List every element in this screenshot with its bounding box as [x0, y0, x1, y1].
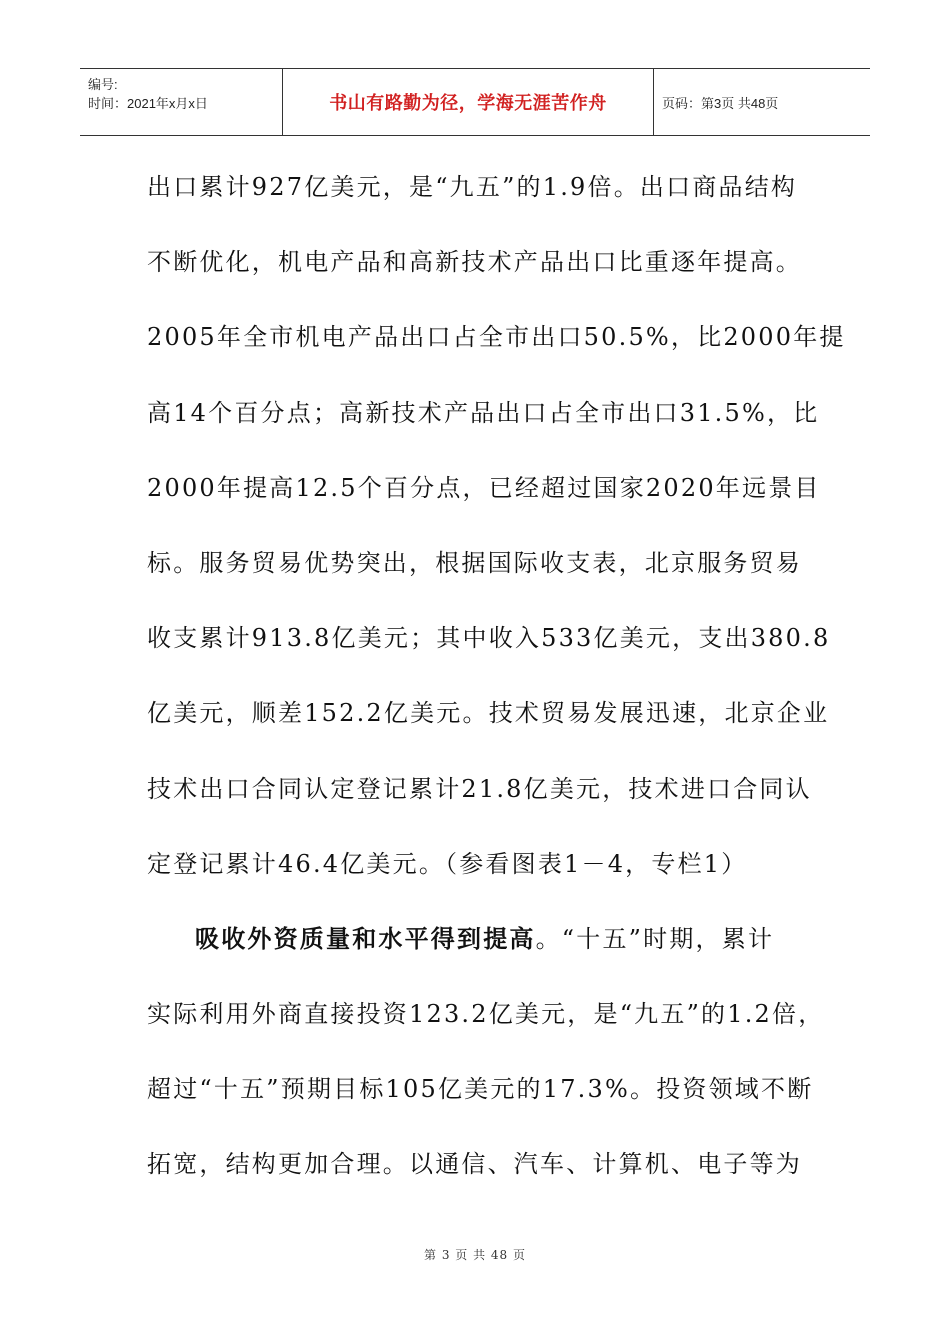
body-line: 2000年提高12.5个百分点，已经超过国家2020年远景目 — [147, 473, 821, 502]
body-line: 定登记累计46.4亿美元。（参看图表1－4，专栏1） — [147, 849, 748, 878]
header-motto: 书山有路勤为径，学海无涯苦作舟 — [282, 69, 654, 135]
paragraph-lead-line — [147, 902, 817, 977]
body-line: 收支累计913.8亿美元；其中收入533亿美元，支出380.8 — [147, 624, 831, 653]
body-line: 不断优化，机电产品和高新技术产品出口比重逐年提高。 — [147, 248, 802, 277]
body-line: 技术出口合同认定登记累计21.8亿美元，技术进口合同认 — [147, 774, 812, 803]
page-header — [80, 68, 870, 136]
serial-label: 编号: — [88, 77, 118, 92]
time-label: 时间：2021年x月x日 — [88, 96, 208, 111]
header-page-code: 页码：第3页 共48页 — [662, 95, 779, 111]
paragraph-lead-rest: 。“十五”时期，累计 — [535, 924, 775, 953]
page-footer: 第 3 页 共 48 页 — [424, 1248, 526, 1262]
body-line: 实际利用外商直接投资123.2亿美元，是“九五”的1.2倍， — [147, 1000, 825, 1029]
body-line: 出口累计927亿美元，是“九五”的1.9倍。出口商品结构 — [147, 173, 798, 201]
paragraph-heading: 吸收外资质量和水平得到提高 — [195, 924, 536, 953]
document-body — [147, 150, 846, 1203]
body-line: 亿美元，顺差152.2亿美元。技术贸易发展迅速，北京企业 — [147, 699, 830, 728]
body-line: 高14个百分点；高新技术产品出口占全市出口31.5%，比 — [147, 398, 820, 427]
body-line: 拓宽，结构更加合理。以通信、汽车、计算机、电子等为 — [147, 1150, 802, 1179]
body-line: 2005年全市机电产品出口占全市出口50.5%，比2000年提 — [147, 323, 846, 352]
body-line: 标。服务贸易优势突出，根据国际收支表，北京服务贸易 — [147, 548, 802, 577]
body-line: 超过“十五”预期目标105亿美元的17.3%。投资领域不断 — [147, 1075, 814, 1104]
header-meta — [80, 69, 282, 135]
